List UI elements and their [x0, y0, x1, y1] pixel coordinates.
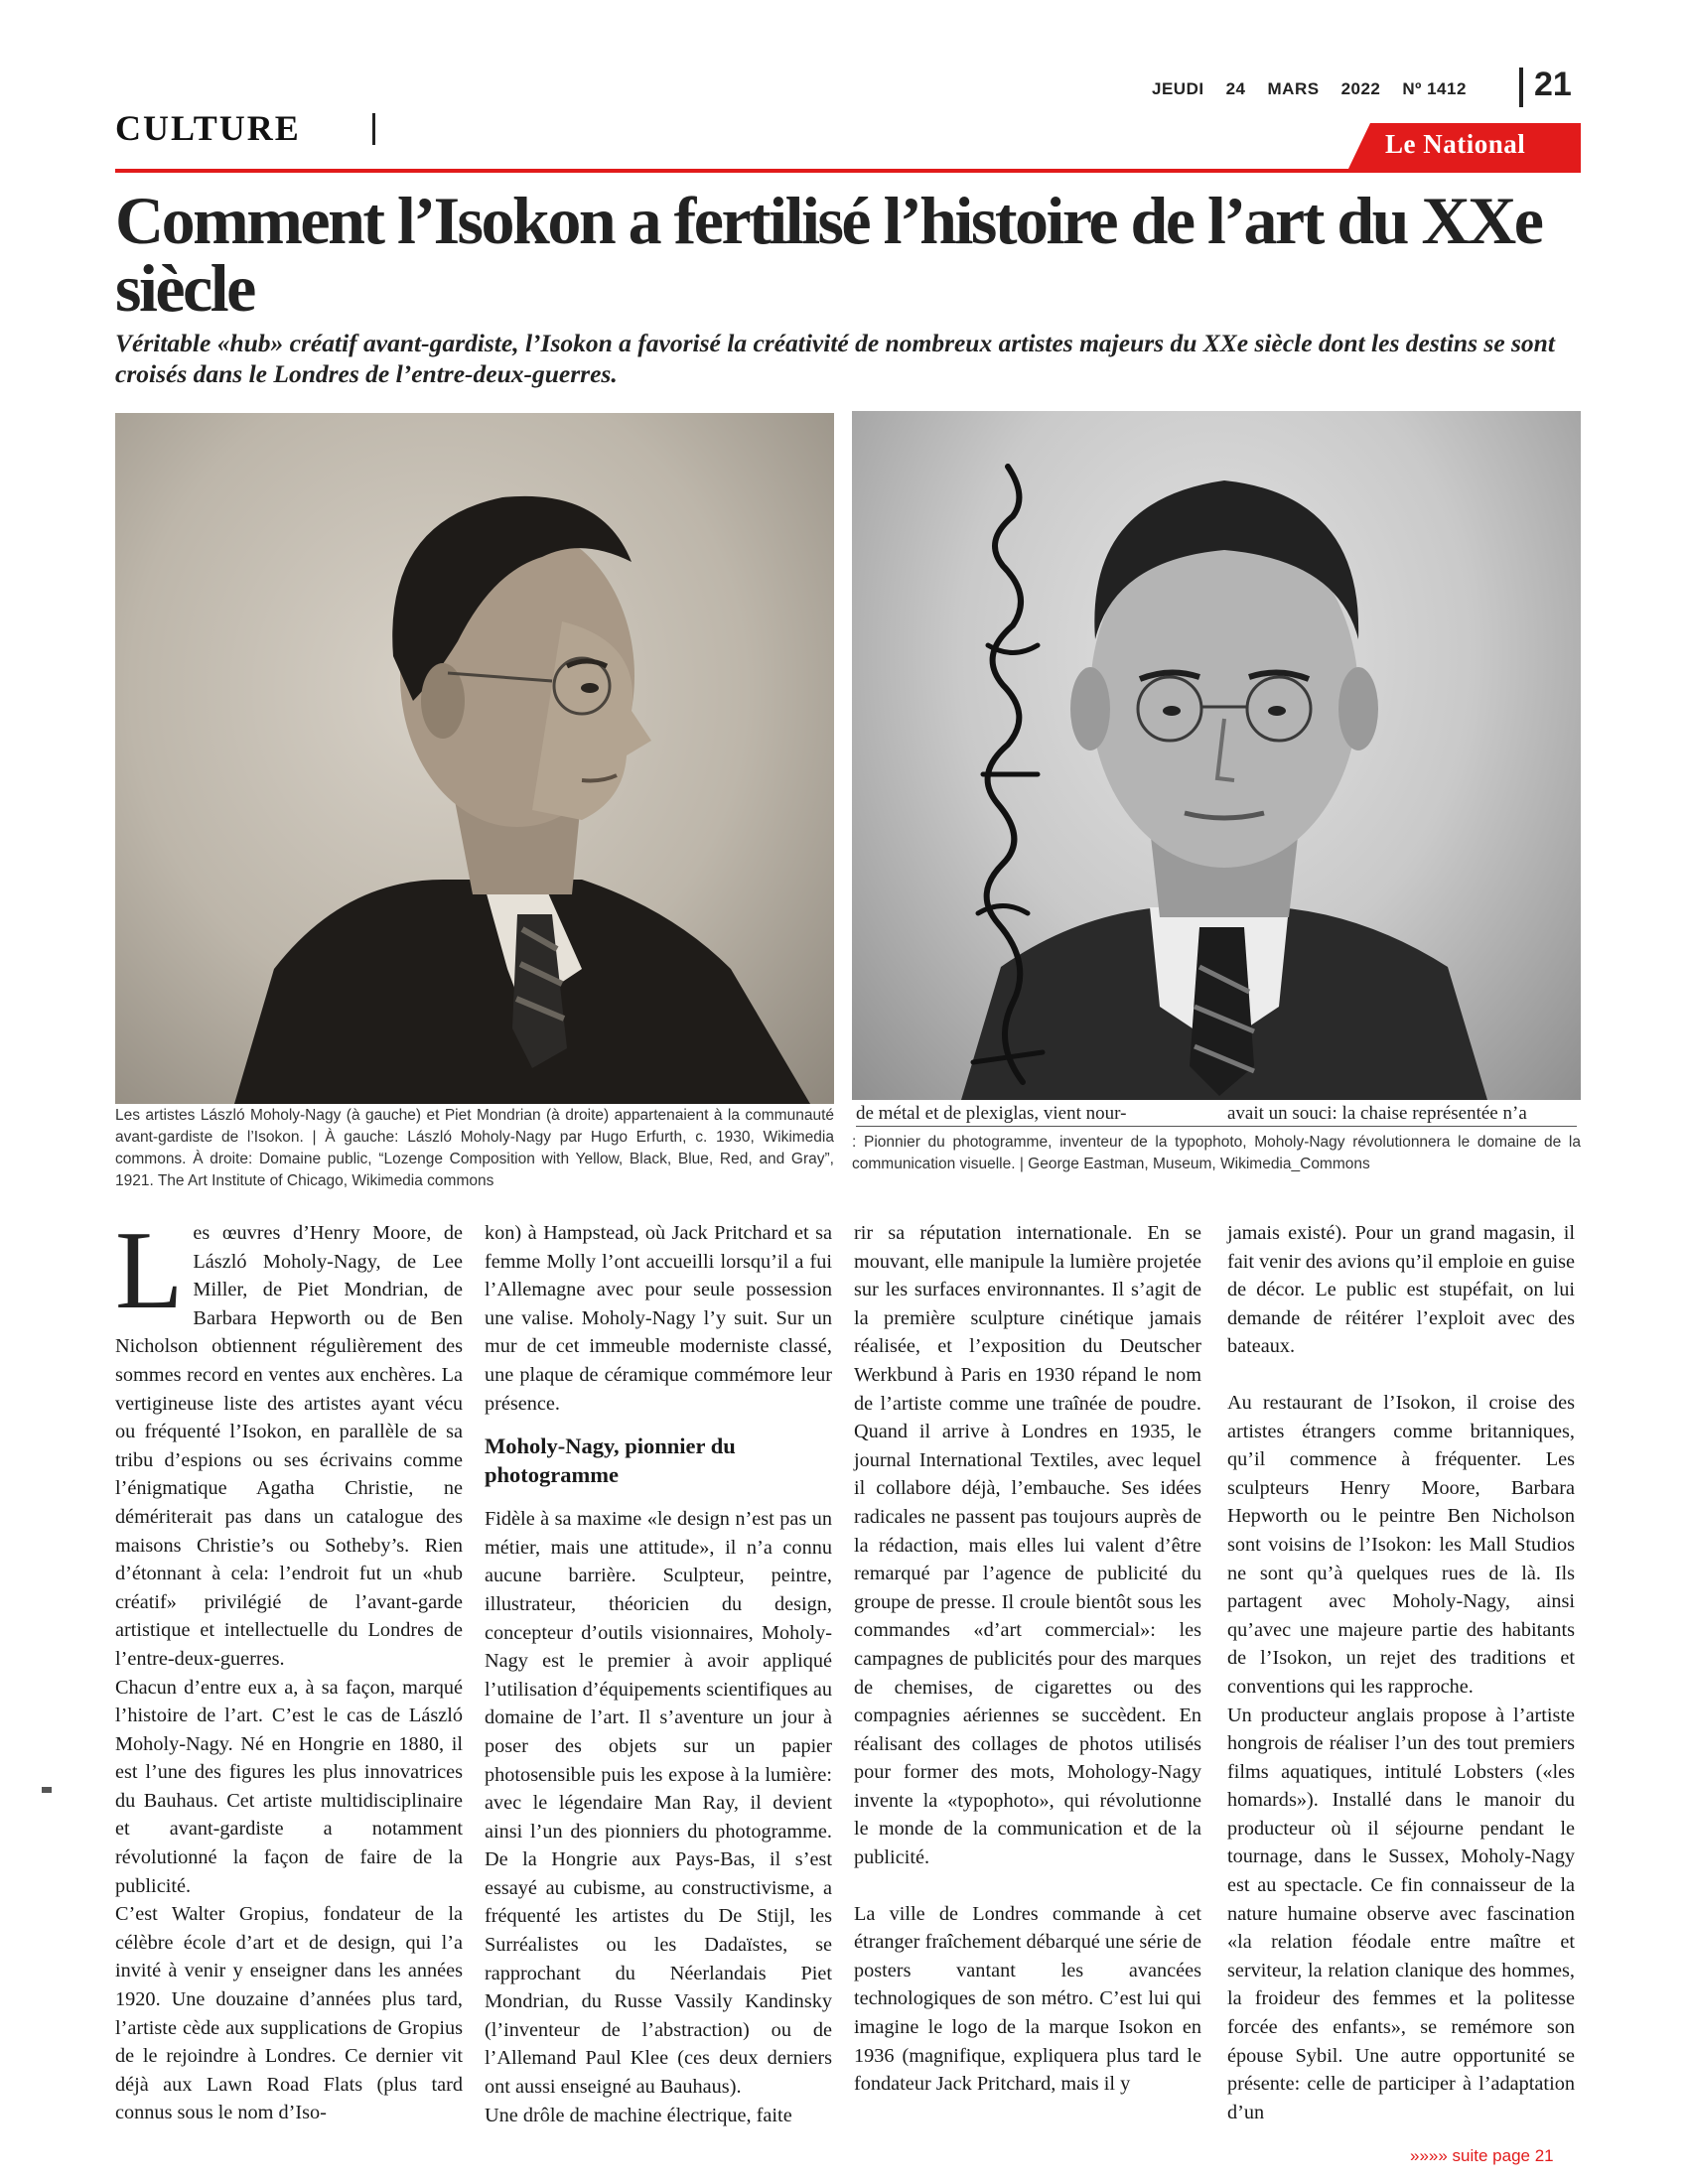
section-divider: [372, 113, 375, 145]
article-column-1: [115, 1209, 463, 2127]
article-column-3: [854, 1219, 1201, 2099]
page-number-divider: [1519, 68, 1523, 107]
date-year: 2022: [1340, 79, 1381, 98]
date-day: JEUDI: [1152, 79, 1204, 98]
issue-number: Nº 1412: [1402, 79, 1467, 98]
caption-overlap-fragment: [856, 1102, 1577, 1127]
article-headline: Comment l’Isokon a fertilisé l’histoire de l’art du XXe siècle: [115, 183, 1542, 326]
body-paragraph: kon) à Hampstead, où Jack Pritchard et sa femme Molly l’ont accueilli lorsqu’il a fui l’Allemagne avec pour seule possession une valise. Moholy-Nagy l’y suit. Sur un mur de cet immeuble moderniste classé, une plaque de céramique commémore leur présence.: [485, 1222, 832, 1415]
body-paragraph: Chacun d’entre eux a, à sa façon, marqué l’histoire de l’art. C’est le cas de László Moholy-Nagy. Né en Hongrie en 1880, il est l’une des figures les plus innovatrices du Bauhaus. Cet artiste multidisciplinaire et avant-gardiste a notamment révolutionné la façon de faire de la publicité.: [115, 1676, 463, 1897]
date-month: MARS: [1267, 79, 1320, 98]
page-number: 21: [1534, 66, 1572, 103]
drop-cap: L: [115, 1209, 184, 1332]
fragment-text-2: avait un souci: la chaise représentée n’a: [1227, 1103, 1527, 1124]
dateline: [1152, 79, 1488, 99]
continued-link[interactable]: »»»» suite page 21: [1410, 2146, 1554, 2165]
page-mark: [42, 1787, 52, 1793]
article-column-2: [485, 1219, 832, 2129]
body-paragraph: jamais existé). Pour un grand magasin, il fait venir des avions qu’il emploie en guise de décor. Le public est stupéfait, on lui demande de réitérer l’exploit avec des bateaux.: [1227, 1222, 1575, 1358]
paragraph-text: es œuvres d’Henry Moore, de László Moholy-Nagy, de Lee Miller, de Piet Mondrian, de Barbara Hepworth ou de Ben Nicholson obtiennent régulièrement des sommes record en ventes aux enchères. La vertigineuse liste des artistes ayant vécu ou fréquenté l’Isokon, en parallèle de sa tribu d’espions ou ses écrivains comme l’énigmatique Agatha Christie, ne démériterait pas dans un catalogue des maisons Christie’s ou Sotheby’s. Rien d’étonnant à cela: l’endroit fut un «hub créatif» privilégié de l’avant-garde artistique et intellectuelle du Londres de l’entre-deux-guerres.: [115, 1222, 463, 1670]
body-paragraph: Fidèle à sa maxime «le design n’est pas un métier, mais une attitude», il n’a connu aucune barrière. Sculpteur, peintre, illustrateur, théoricien du design, concepteur d’outils visionnaires, Moholy-Nagy est le premier à avoir appliqué l’utilisation d’équipements scientifiques au domaine de l’art. Il s’aventure un jour à poser des objets sur un papier photosensible puis les expose à la lumière: avec le légendaire Man Ray, il devient ainsi l’un des pionniers du photogramme. De la Hongrie aux Pays-Bas, il s’est essayé au cubisme, au constructivisme, a fréquenté les artistes du De Stijl, les Surréalistes ou les Dadaïstes, se rapprochant du Néerlandais Piet Mondrian, du Russe Vassily Kandinsky (l’inventeur de l’abstraction) ou de l’Allemand Paul Klee (ces deux derniers ont aussi enseigné au Bauhaus).: [485, 1508, 832, 2099]
photo-caption-right: : Pionnier du photogramme, inventeur de la typophoto, Moholy-Nagy révolutionnera le domaine de la communication visuelle. | George Eastman, Museum, Wikimedia_Commons: [852, 1134, 1581, 1172]
body-paragraph: La ville de Londres commande à cet étranger fraîchement débarqué une série de posters vantant les avancées technologiques de son métro. C’est lui qui imagine le logo de la marque Isokon en 1936 (magnifique, expliquera plus tard le fondateur Jack Pritchard, mais il y: [854, 1902, 1201, 2096]
photo-caption-left: Les artistes László Moholy-Nagy (à gauche) et Piet Mondrian (à droite) appartenaient à la communauté avant-gardiste de l’Isokon. | À gauche: László Moholy-Nagy par Hugo Erfurth, c. 1930, Wikimedia commons. À droite: Domaine public, “Lozenge Composition with Yellow, Black, Blue, Red, and Gray”, 1921. The Art Institute of Chicago, Wikimedia commons: [115, 1107, 834, 1189]
fragment-text-1: de métal et de plexiglas, vient nour-: [856, 1103, 1127, 1124]
brand-name: Le National: [1385, 129, 1526, 159]
body-paragraph: Au restaurant de l’Isokon, il croise des artistes étrangers comme britanniques, qu’il commence à fréquenter. Les sculpteurs Henry Moore, Barbara Hepworth ou le peintre Ben Nicholson sont voisins de l’Isokon: les Mall Studios ne sont qu’à quelques rues de là. Ils partagent avec Moholy-Nagy, ainsi qu’avec une majeure partie des habitants de l’Isokon, un rejet des traditions et conventions qui les rapproche.: [1227, 1391, 1575, 1698]
article-subhead: Moholy-Nagy, pionnier du photogramme: [485, 1433, 736, 1488]
date-number: 24: [1225, 79, 1246, 98]
body-paragraph: Une drôle de machine électrique, faite: [485, 2104, 792, 2126]
body-paragraph: C’est Walter Gropius, fondateur de la célèbre école d’art et de design, qui l’a invité à venir y enseigner dans les années 1920. Une douzaine d’années plus tard, l’artiste cède aux supplications de Gropius de le rejoindre à Londres. Ce dernier vit déjà aux Lawn Road Flats (plus tard connus sous le nom d’Iso-: [115, 1903, 463, 2124]
section-label: CULTURE: [115, 108, 301, 148]
portrait-photo-left: [115, 413, 834, 1104]
body-paragraph: [115, 1209, 463, 1674]
header-rule: [115, 169, 1581, 173]
body-paragraph: Un producteur anglais propose à l’artiste hongrois de réaliser l’un des tout premiers films aquatiques, intitulé Lobsters («les homards»). Installé dans le manoir du producteur où il séjourne pendant le tournage, dans le Sussex, Moholy-Nagy est au spectacle. Ce fin connaisseur de la nature humaine observe avec fascination «la relation féodale entre maître et serviteur, la relation clanique des hommes, la froideur des femmes et la politesse forcée des enfants», se remémore son épouse Sybil. Une autre opportunité se présente: celle de participer à l’adaptation d’un: [1227, 1704, 1575, 2123]
article-column-4: [1227, 1219, 1575, 2126]
article-deck: Véritable «hub» créatif avant-gardiste, l’Isokon a favorisé la créativité de nombreux artistes majeurs du XXe siècle dont les destins se sont croisés dans le Londres de l’entre-deux-guerres.: [115, 329, 1555, 388]
body-paragraph: rir sa réputation internationale. En se mouvant, elle manipule la lumière projetée sur les surfaces environnantes. Il s’agit de la première sculpture cinétique jamais réalisée, et l’exposition du Deutscher Werkbund à Paris en 1930 répand le nom de l’artiste comme une traînée de poudre. Quand il arrive à Londres en 1935, le journal International Textiles, avec lequel il collabore déjà, l’embauche. Ses idées radicales ne passent pas toujours auprès de la rédaction, mais elles lui valent d’être remarqué par l’agence de publicité du groupe de presse. Il croule bientôt sous les commandes «d’art commercial»: les campagnes de publicités pour des marques de chemises, de cigarettes ou des compagnies aériennes se succèdent. En réalisant des collages de photos utilisés pour former des mots, Mohology-Nagy invente la «typophoto», qui révolutionne le monde de la communication et de la publicité.: [854, 1222, 1201, 1869]
handwritten-signature: [904, 447, 1062, 1092]
